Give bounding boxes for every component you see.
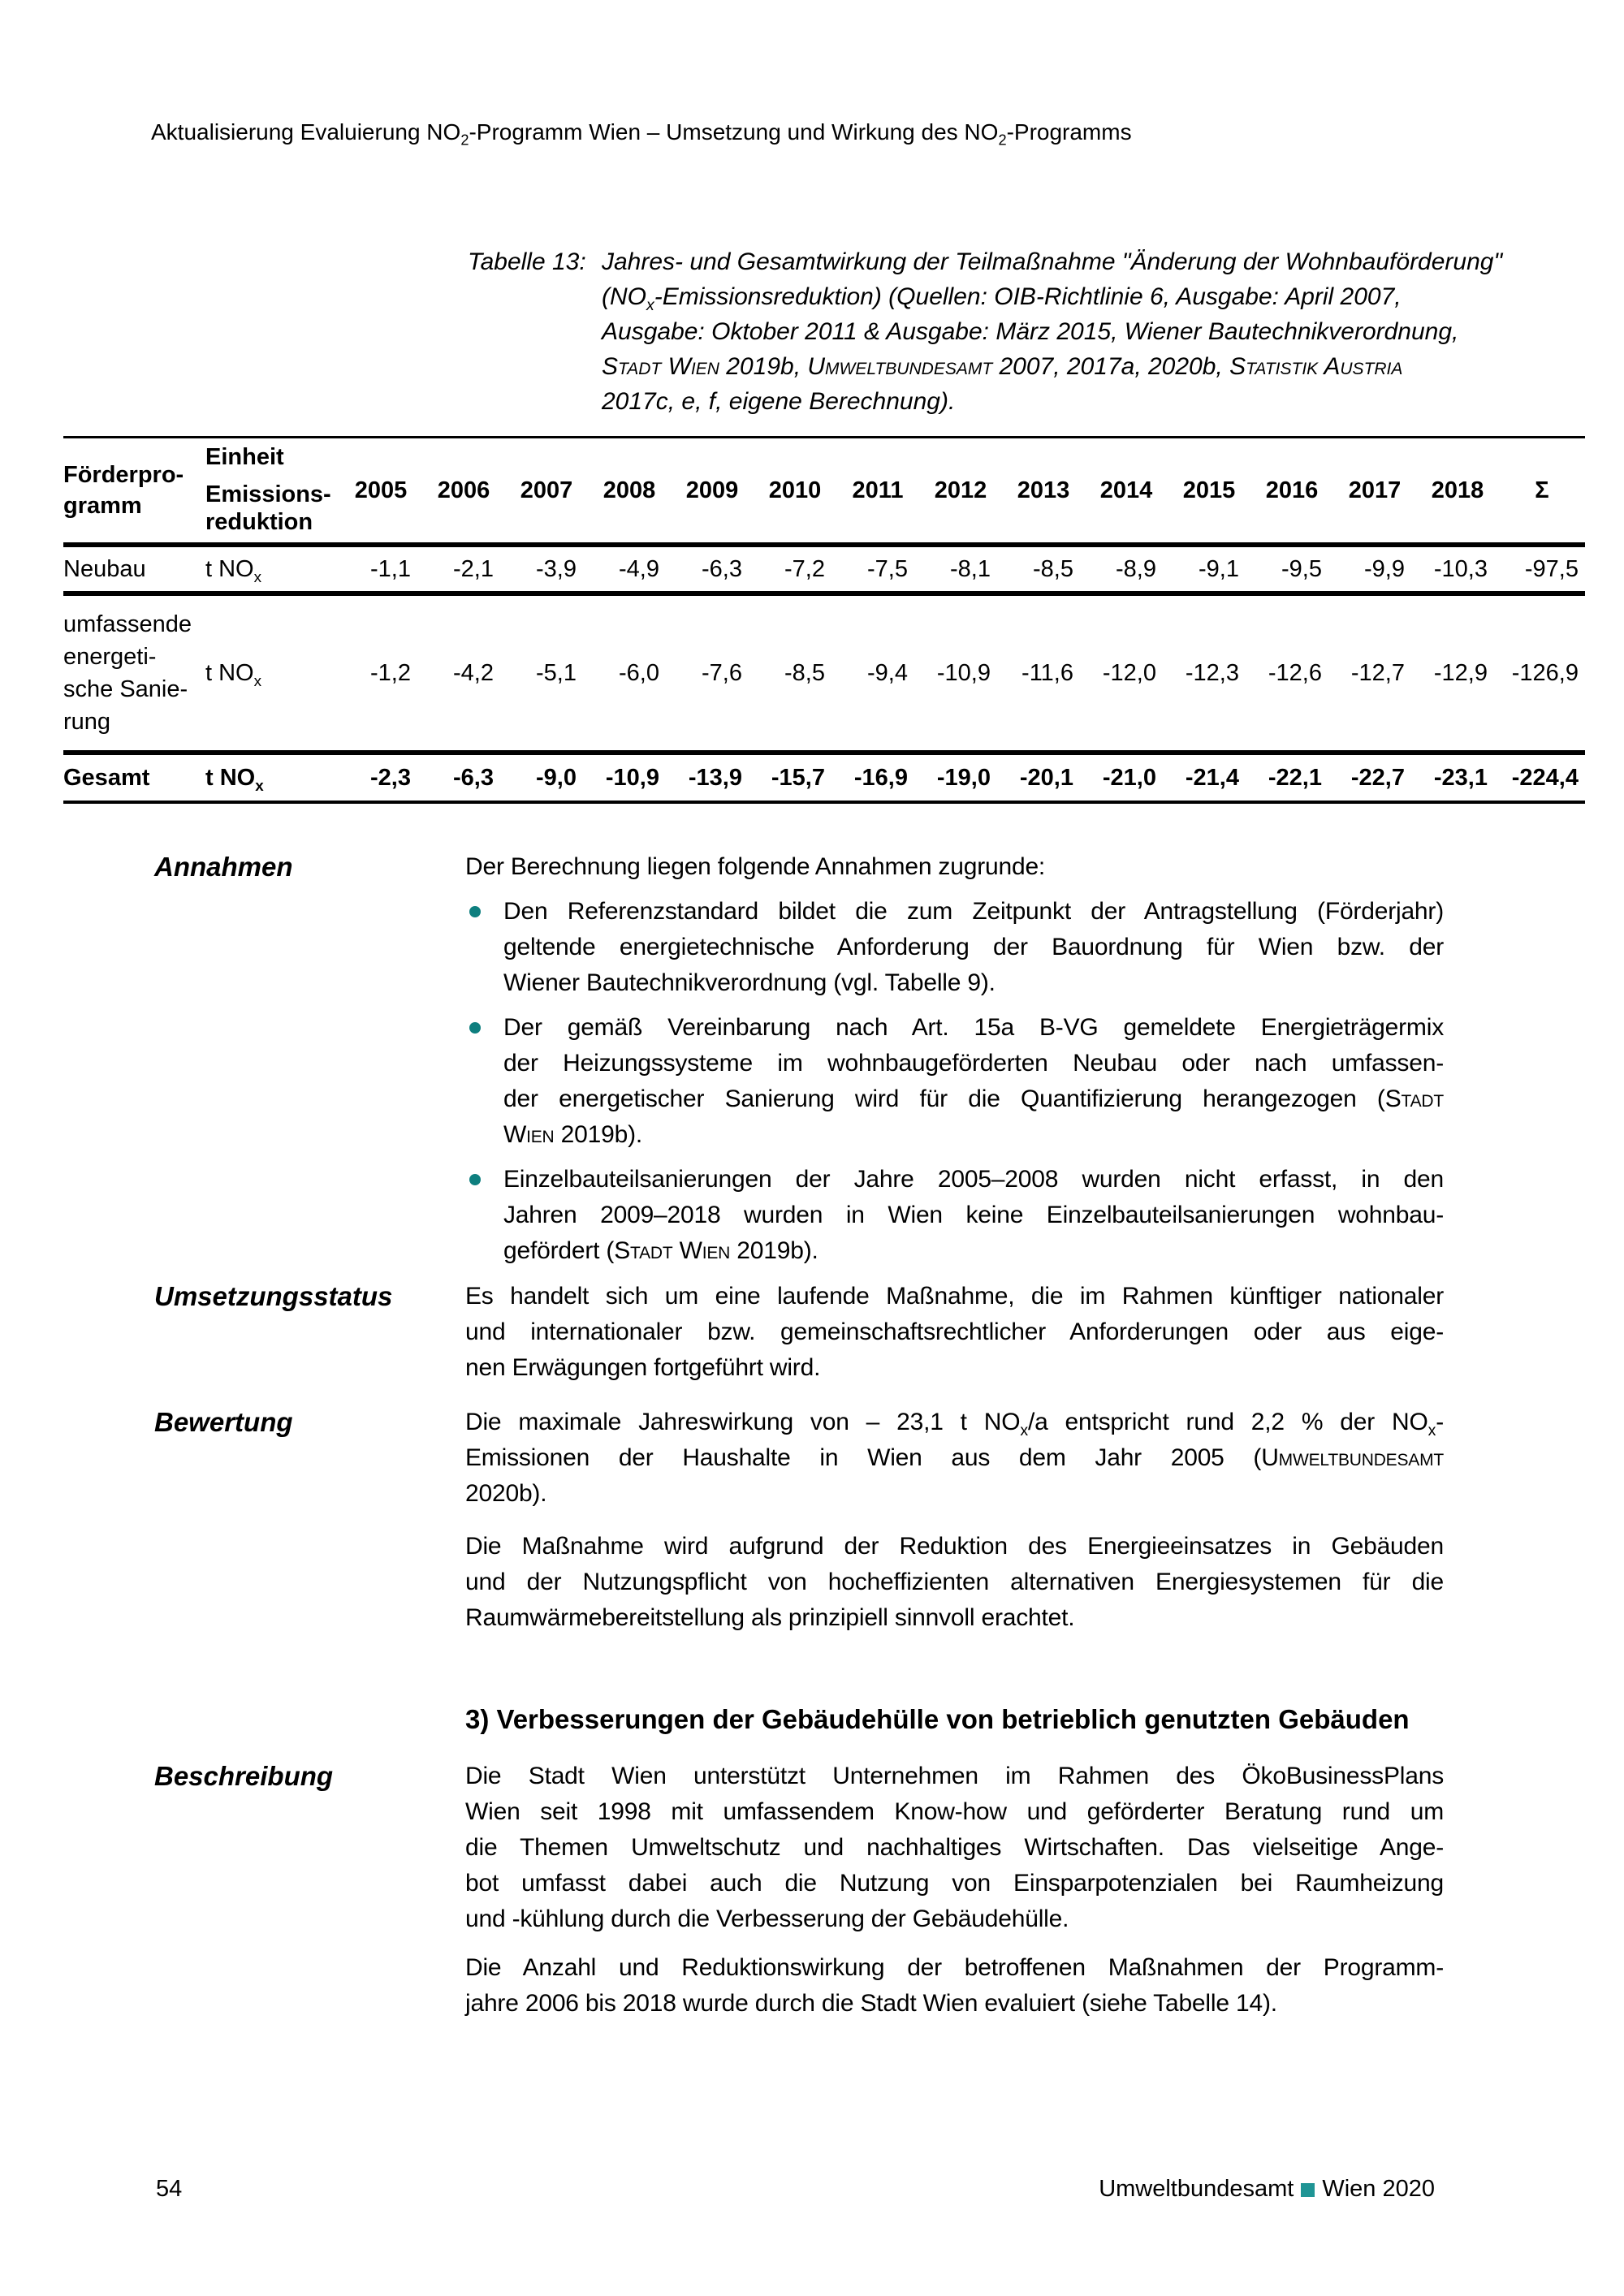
footer-publisher xyxy=(1099,2173,1435,2205)
section-label-beschreibung: Beschreibung xyxy=(154,1761,334,1791)
table-row xyxy=(63,593,1585,753)
bullet-item xyxy=(465,1162,1444,1269)
value-cell: -2,1 xyxy=(453,555,494,582)
header-year: 2016 xyxy=(1265,477,1319,503)
table-row xyxy=(63,753,1585,802)
text-line: $(NO_x-Emissionsreduktion)$ (Quellen: OIB-Richtlinie 6, Ausgabe: April 2007, xyxy=(602,283,1402,314)
value-cell: -9,1 xyxy=(1199,555,1239,582)
value-cell: -21,0 xyxy=(1102,764,1156,791)
header-year: 2009 xyxy=(685,477,739,503)
header-foerderprogramm: Förderpro- gramm xyxy=(63,462,184,519)
value-cell: -7,2 xyxy=(784,555,825,582)
text-line: jahre 2006 bis 2018 wurde durch die Stadt Wien evaluiert (siehe Tabelle 14). xyxy=(465,1990,1277,2017)
header-year: 2010 xyxy=(768,477,822,503)
value-cell: -4,2 xyxy=(453,659,494,686)
value-cell: -8,1 xyxy=(950,555,991,582)
text-line: Stadt Wien 2019b, Umweltbundesamt 2007, 2017a, 2020b, Statistik Austria xyxy=(602,353,1403,380)
value-cell: -19,0 xyxy=(936,764,991,791)
bewertung-paragraph-1 xyxy=(465,1405,1444,1512)
text-line: der energetischer Sanierung wird für die Quantifizierung herangezogen (Stadt xyxy=(503,1085,1444,1112)
text-line: und der Nutzungspflicht von hocheffizienten alternativen Energiesystemen für die xyxy=(465,1569,1444,1595)
text-line: bot umfasst dabei auch die Nutzung von Einsparpotenzialen bei Raumheizung xyxy=(465,1870,1444,1897)
value-cell: -10,3 xyxy=(1433,555,1488,582)
text-line: nen Erwägungen fortgeführt wird. xyxy=(465,1354,821,1381)
header-year: 2011 xyxy=(852,477,904,503)
value-cell: -11,6 xyxy=(1021,659,1073,686)
header-year: 2015 xyxy=(1182,477,1236,503)
text-line: und -kühlung durch die Verbesserung der Gebäudehülle. xyxy=(465,1905,1069,1932)
header-year: 2007 xyxy=(520,477,573,503)
value-cell: -10,9 xyxy=(605,764,659,791)
value-cell: -7,6 xyxy=(702,659,742,686)
value-cell: -1,1 xyxy=(370,555,411,582)
text-line: Raumwärmebereitstellung als prinzipiell sinnvoll erachtet. xyxy=(465,1604,1075,1631)
header-year: 2018 xyxy=(1431,477,1484,503)
value-cell: -10,9 xyxy=(936,659,991,686)
text-line: Ausgabe: Oktober 2011 & Ausgabe: März 2015, Wiener Bautechnikverordnung, xyxy=(602,318,1459,345)
text-line: geltende energietechnische Anforderung der Bauordnung für Wien bzw. der xyxy=(503,934,1444,960)
bewertung-paragraph-2 xyxy=(465,1529,1444,1636)
value-cell: -9,0 xyxy=(536,764,577,791)
value-cell: -16,9 xyxy=(853,764,908,791)
value-cell: -6,0 xyxy=(619,659,659,686)
emissions-table xyxy=(63,436,1585,804)
value-cell: -6,3 xyxy=(453,764,494,791)
text-line: Wien seit 1998 mit umfassendem Know-how und geförderter Beratung rund um xyxy=(465,1798,1444,1825)
row-label: Gesamt xyxy=(63,765,150,791)
header-einheit-emissionsreduktion: Einheit Emissions- reduktion xyxy=(205,444,331,535)
value-cell: -12,7 xyxy=(1350,659,1405,686)
annahmen-intro xyxy=(465,849,1444,885)
value-cell: -22,7 xyxy=(1350,764,1405,791)
row-label: Neubau xyxy=(63,556,146,582)
value-cell: -224,4 xyxy=(1511,764,1579,791)
section-content-annahmen xyxy=(465,849,1444,1269)
value-cell: -12,6 xyxy=(1268,659,1322,686)
value-cell: -8,9 xyxy=(1116,555,1156,582)
value-cell: -12,0 xyxy=(1102,659,1156,686)
value-cell: -9,5 xyxy=(1281,555,1322,582)
section-label-umsetzungsstatus: Umsetzungsstatus xyxy=(154,1281,393,1311)
row-label: umfassende energeti- sche Sanie- rung xyxy=(63,611,192,735)
header-year: 2005 xyxy=(354,477,408,503)
section-label-annahmen: Annahmen xyxy=(154,852,293,882)
header-year: 2017 xyxy=(1348,477,1402,503)
header-year: 2006 xyxy=(437,477,490,503)
section-label-bewertung: Bewertung xyxy=(154,1407,293,1437)
section-content-umsetzungsstatus xyxy=(465,1279,1444,1386)
text-line: Jahren 2009–2018 wurden in Wien keine Einzelbauteilsanierungen wohnbau- xyxy=(503,1202,1444,1228)
bullet-item xyxy=(465,1010,1444,1153)
row-unit: t $NO_x$ xyxy=(205,764,264,794)
value-cell: -23,1 xyxy=(1433,764,1488,791)
value-cell: -22,1 xyxy=(1268,764,1322,791)
table-header-row xyxy=(63,438,1585,546)
value-cell: -97,5 xyxy=(1524,555,1579,582)
footer-place-year: Wien 2020 xyxy=(1322,2176,1435,2202)
value-cell: -7,5 xyxy=(867,555,908,582)
value-cell: -8,5 xyxy=(1033,555,1073,582)
text-line: der Heizungssysteme im wohnbaugeförderten Neubau oder nach umfassen- xyxy=(503,1050,1444,1077)
text-line: Emissionen der Haushalte in Wien aus dem Jahr 2005 (Umweltbundesamt xyxy=(465,1444,1444,1471)
value-cell: -2,3 xyxy=(370,764,411,791)
header-year: 2008 xyxy=(603,477,656,503)
footer-publisher-name: Umweltbundesamt xyxy=(1099,2176,1294,2202)
value-cell: -20,1 xyxy=(1019,764,1073,791)
row-unit: t $NO_x$ xyxy=(205,659,262,689)
page-number: 54 xyxy=(156,2176,183,2202)
text-line: Den Referenzstandard bildet die zum Zeitpunkt der Antragstellung (Förderjahr) xyxy=(503,898,1444,925)
umsetzungsstatus-paragraph xyxy=(465,1279,1444,1386)
beschreibung-paragraph-2 xyxy=(465,1950,1444,2022)
footer-square-icon xyxy=(1301,2183,1315,2197)
value-cell: -12,3 xyxy=(1185,659,1239,686)
text-line: 2020b). xyxy=(465,1480,547,1507)
value-cell: -9,9 xyxy=(1364,555,1405,582)
text-line: Einzelbauteilsanierungen der Jahre 2005–2008 wurden nicht erfasst, in den xyxy=(503,1166,1444,1193)
text-line: Die maximale Jahreswirkung von – 23,1 t $NO_x/a$ entspricht rund 2,2 % der $NO_x-$ xyxy=(465,1409,1444,1439)
bullet-icon xyxy=(469,906,481,917)
value-cell: -21,4 xyxy=(1185,764,1239,791)
table-caption-label: Tabelle 13: xyxy=(468,248,586,275)
bullet-item xyxy=(465,894,1444,1001)
annahmen-bullet-list xyxy=(465,894,1444,1269)
header-year: 2013 xyxy=(1017,477,1070,503)
value-cell: -12,9 xyxy=(1433,659,1488,686)
text-line: Die Maßnahme wird aufgrund der Reduktion des Energieeinsatzes in Gebäuden xyxy=(465,1533,1444,1560)
header-year: 2014 xyxy=(1099,477,1153,503)
subsection-heading: 3) Verbesserungen der Gebäudehülle von betrieblich genutzten Gebäuden xyxy=(465,1704,1410,1734)
text-line: Die Stadt Wien unterstützt Unternehmen im Rahmen des ÖkoBusinessPlans xyxy=(465,1763,1444,1789)
text-line: 2017c, e, f, eigene Berechnung). xyxy=(602,388,956,415)
value-cell: -1,2 xyxy=(370,659,411,686)
text-line: Jahres- und Gesamtwirkung der Teilmaßnahme "Änderung der Wohnbauförderung" xyxy=(602,248,1503,275)
table-row xyxy=(63,545,1585,593)
value-cell: -6,3 xyxy=(702,555,742,582)
emissions-table-wrap xyxy=(63,436,1585,804)
value-cell: -126,9 xyxy=(1511,659,1579,686)
value-cell: -9,4 xyxy=(867,659,908,686)
header-year: 2012 xyxy=(934,477,987,503)
text-line: Die Anzahl und Reduktionswirkung der betroffenen Maßnahmen der Programm- xyxy=(465,1954,1444,1981)
bullet-icon xyxy=(469,1174,481,1185)
text-line: Der gemäß Vereinbarung nach Art. 15a B-VG gemeldete Energieträgermix xyxy=(503,1014,1444,1041)
table-caption xyxy=(468,244,1621,419)
value-cell: -4,9 xyxy=(619,555,659,582)
text-line: Es handelt sich um eine laufende Maßnahme, die im Rahmen künftiger nationaler xyxy=(465,1283,1444,1310)
text-line: Wiener Bautechnikverordnung (vgl. Tabelle 9). xyxy=(503,969,996,996)
text-line: die Themen Umweltschutz und nachhaltiges Wirtschaften. Das vielseitige Ange- xyxy=(465,1834,1444,1861)
section-content-beschreibung xyxy=(465,1759,1444,2022)
text-line: Wien 2019b). xyxy=(503,1121,643,1148)
text-line: Der Berechnung liegen folgende Annahmen zugrunde: xyxy=(465,853,1046,880)
running-header: Aktualisierung Evaluierung $NO_2$-Programm Wien – Umsetzung und Wirkung des $NO_2$-Programms xyxy=(151,119,1132,149)
bullet-icon xyxy=(469,1022,481,1034)
value-cell: -15,7 xyxy=(771,764,825,791)
value-cell: -8,5 xyxy=(784,659,825,686)
text-line: und internationaler bzw. gemeinschaftsrechtlicher Anforderungen oder aus eige- xyxy=(465,1318,1444,1345)
text-line: gefördert (Stadt Wien 2019b). xyxy=(503,1237,818,1264)
table-caption-lines xyxy=(468,244,1621,419)
header-sum-sigma: Σ xyxy=(1535,477,1549,503)
value-cell: -3,9 xyxy=(536,555,577,582)
row-unit: t $NO_x$ xyxy=(205,555,262,585)
value-cell: -13,9 xyxy=(688,764,742,791)
section-content-bewertung xyxy=(465,1405,1444,1636)
value-cell: -5,1 xyxy=(536,659,577,686)
beschreibung-paragraph-1 xyxy=(465,1759,1444,1937)
